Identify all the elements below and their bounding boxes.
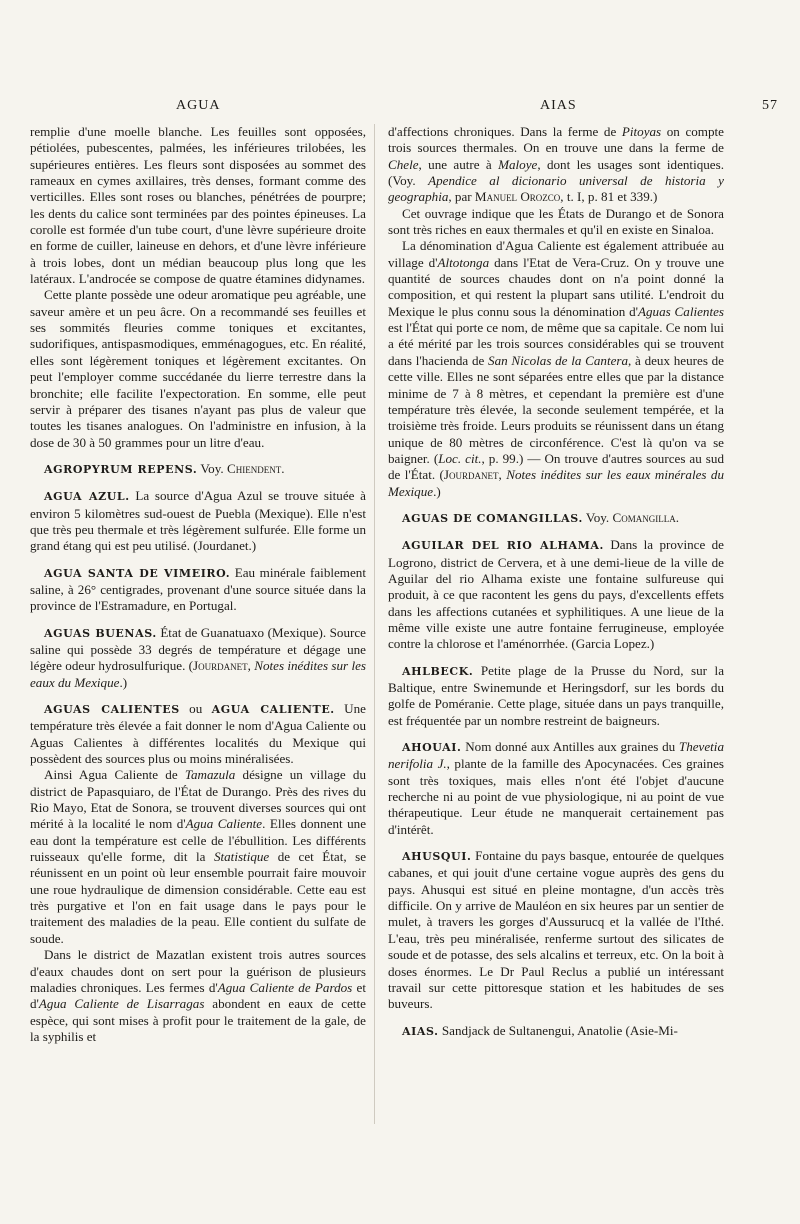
text-run: est l'État qui porte ce nom, de même que sa capitale. Ce nom lui a été mérité par les trois sources considérables qui se trouvent dans l'hacienda de: [388, 320, 724, 368]
continuation-paragraph: [388, 124, 724, 206]
paragraph-durango: Cet ouvrage indique que les États de Durango et de Sonora sont très riches en eaux thermales et qu'il en existe en Sinaloa.: [388, 205, 724, 238]
place-name: Chele: [388, 156, 419, 172]
entry-aguas-calientes: [30, 701, 366, 767]
text-run: .): [433, 483, 441, 499]
header-center-word: AIAS: [540, 98, 577, 113]
entry-text: , plante de la famille des Apocynacées. Ces graines sont très toxiques, mais elles n'ont été l'objet d'aucune recherche ni au point de vue physiologique, ni au point de vue thérapeutique. Leur étude ne manquerait certainement pas d'intérêt.: [388, 756, 724, 837]
page-number: 57: [762, 98, 778, 113]
continuation-paragraph: remplie d'une moelle blanche. Les feuilles sont opposées, pétiolées, pubescentes, palmées, les inférieures trilobées, les supérieures entières. Les fleurs sont disposées au sommet des rameaux en cymes axillaires, très denses, formant comme des verticilles. Elles sont roses ou blanches, pénétrées de pourpre; les dents du calice sont terminées par des pointes épineuses. La corolle est formée d'un tube court, d'une lèvre supérieure droite en forme de cuiller, laineuse en dehors, et d'une lèvre inférieure à trois lobes, dont un médian beaucoup plus long que les latéraux. L'androcée se compose de quatre étamines didynames.: [30, 124, 366, 287]
place-name: Aguas Calientes: [638, 303, 725, 319]
entry-text: ou: [189, 701, 203, 716]
cross-reference: Chiendent.: [226, 460, 285, 476]
work-title: Notes inédites sur les eaux minérales du Mexique: [388, 467, 725, 499]
entry-text: Petite plage de la Prusse du Nord, sur la Baltique, entre Swinemunde et Heringsdorf, sur les bords du golfe de Poméranie. Cette plage, située dans un pays tranquille, est fréquentée par un nombre restreint de baigneurs.: [388, 662, 725, 728]
text-run: dans l'Etat de Vera-Cruz. On y trouve une quantité de sources chaudes dont on n'a point donné la composition, et qui restent la plupart sans utilité. L'endroit du Mexique le plus connu sous la dénomination d': [388, 254, 725, 319]
place-name: Altotonga: [437, 254, 490, 270]
text-run: La dénomination d'Agua Caliente est également attribuée au village d': [388, 238, 724, 270]
entry-aias: [388, 1023, 724, 1040]
entry-ahouai: [388, 739, 724, 838]
paragraph-tamazula: [30, 767, 366, 947]
headword: AGUA AZUL.: [44, 490, 130, 504]
entry-agua-azul: [30, 488, 366, 554]
paragraph-properties: Cette plante possède une odeur aromatique peu agréable, une saveur amère et un peu âcre. On a recommandé ses feuilles et ses sommités fleuries comme toniques et excitantes, sudorifiques, antispasmodiques, emménagogues, etc. En réalité, elles sont légèrement toniques et légèrement excitantes. On peut l'employer comme succédanée du lierre terrestre dans la bronchite; elle facilite l'expectoration. En somme, elle peut servir à préparer des tisanes n'ayant pas plus de valeur que toutes les tisanes analogues. On l'administre en infusion, à la dose de 30 à 50 grammes pour un litre d'eau.: [30, 287, 366, 450]
entry-ahlbeck: [388, 663, 724, 729]
paragraph-denomination: [388, 238, 724, 500]
text-run: Dans le district de Mazatlan existent trois autres sources d'eaux chaudes dont on sert pour la guérison de plusieurs maladies chroniques. Les fermes d': [30, 947, 366, 995]
text-run: abondent en eaux de cette espèce, qui sont mises à profit pour le traitement de la gale, de la syphilis et: [30, 996, 366, 1044]
headword-variant: AGUA CALIENTE.: [211, 703, 335, 716]
headword: AGUILAR DEL RIO ALHAMA.: [402, 539, 604, 553]
headword: AHUSQUI.: [402, 850, 472, 864]
text-run: et d': [30, 979, 366, 1012]
work-title: Statistique: [213, 849, 270, 865]
citation: Loc. cit.: [438, 450, 482, 466]
entry-text: .): [119, 674, 128, 690]
text-run: , t. I, p. 81 et 339.): [560, 189, 658, 205]
work-title: Notes inédites sur les eaux du Mexique: [30, 658, 367, 690]
author-name: Jourdanet: [443, 467, 499, 483]
entry-text: Voy.: [585, 509, 610, 525]
work-title: Apendice al dicionario universal de historia y geographia: [388, 173, 724, 205]
entry-text: État de Guanatuaxo (Mexique). Source saline qui possède 33 degrés de température et dégage une légère odeur hydrosulfurique. (: [30, 624, 366, 674]
paragraph-mazatlan: [30, 947, 366, 1045]
entry-text: Sandjack de Sultanengui, Anatolie (Asie-Mi-: [441, 1022, 678, 1038]
text-run: d'affections chroniques. Dans la ferme de: [388, 124, 622, 139]
right-column: [388, 124, 724, 1040]
headword: AHLBECK.: [402, 664, 474, 678]
place-name: Pitoyas: [621, 124, 662, 139]
entry-agua-santa: [30, 565, 366, 615]
place-name: Agua Caliente de Lisarragas: [38, 996, 205, 1012]
headword: AGUAS CALIENTES: [44, 703, 180, 716]
header-left-word: AGUA: [176, 98, 221, 113]
cross-reference: Comangilla.: [612, 509, 679, 525]
entry-text: Dans la province de Logrono, district de Cervera, et à une demi-lieue de la ville de Aguilar del rio Alhama existe une fontaine sulfureuse qui produit, à ce que racontent les gens du pays, d'excellents effets dans les affections cutanées et syphilitiques. A une lieue de la même ville existe une autre fontaine ferrugineuse, employée contre la chlorose et l'aménorrhée. (Garcia Lopez.): [388, 537, 724, 652]
author-name: Jourdanet: [193, 658, 248, 674]
running-head: [28, 98, 778, 114]
entry-aguas-buenas: [30, 625, 366, 691]
headword: AGROPYRUM REPENS.: [44, 462, 198, 476]
text-run: on compte trois sources thermales. On en trouve une dans la ferme de: [388, 124, 724, 156]
text-run: , par: [448, 189, 475, 205]
entry-aguilar: [388, 537, 724, 652]
entry-text: La source d'Agua Azul se trouve située à environ 5 kilomètres sud-ouest de Puebla (Mexique). Elle n'est que très peu thermale et très légèrement sulfurée. Elle forme un grand étang qui est peu utilisé. (Jourdanet.): [30, 488, 366, 554]
headword: AGUAS DE COMANGILLAS.: [402, 511, 583, 525]
entry-comangillas: [388, 510, 724, 527]
entry-text: Voy.: [200, 460, 224, 476]
entry-text: Eau minérale faiblement saline, à 26° centigrades, provenant d'une source située dans la province de l'Estramadure, en Portugal.: [30, 564, 366, 614]
author-name: Manuel Orozco: [474, 189, 561, 205]
entry-text: Fontaine du pays basque, entourée de quelques cabanes, et qui jouit d'une certaine vogue auprès des gens du pays. Ahusqui est situé en pleine montagne, d'un accès très difficile. On y arrive de Mauléon en six heures par un sentier de mulet, à travers les gorges d'Aussurucq et la vallée de l'Ithé. L'eau, très peu minéralisée, renferme surtout des silicates de soude et de potasse, des sels alcalins et terreux, etc. On la boit à doses énormes. Le Dr Paul Reclus a publié un intéressant travail sur cette pittoresque station et les habitudes de ses buveurs.: [388, 848, 725, 1012]
entry-text: Une température très élevée a fait donner le nom d'Agua Caliente ou Aguas Calientes à différentes localités du Mexique qui possèdent des sources plus ou moins minéralisées.: [30, 701, 366, 767]
text-run: ,: [498, 467, 507, 483]
place-name: San Nicolas de la Cantera: [488, 352, 629, 368]
headword: AHOUAI.: [402, 741, 462, 755]
headword: AGUA SANTA DE VIMEIRO.: [44, 566, 231, 580]
column-divider: [374, 124, 375, 1124]
text-run: , à deux heures de cette ville. Elles ne sont séparées entre elles que par la distance minime de 7 à 8 mètres, et cependant la première est d'une température très élevée, la seconde seulement tempérée, et la troisième très froide. Leurs produits se réunissent dans un étang unique de 80 mètres de circonférence. C'est là qu'on va se baigner. (: [388, 352, 724, 466]
text-run: , p. 99.) — On trouve d'autres sources au sud de l'État. (: [388, 450, 724, 483]
left-column: [30, 124, 366, 1045]
headword: AGUAS BUENAS.: [44, 626, 157, 640]
entry-ahusqui: [388, 848, 724, 1012]
text-run: de cet État, se réunissent en un point où leur ensemble pourrait faire mouvoir une roue hydraulique de dimension considérable. Cette eau est très purgative et l'on en fait usage dans le pays pour le traitement des maladies de la peau. Elle contient du sulfate de soude.: [30, 849, 367, 946]
text-run: désigne un village du district de Papasquiaro, de l'État de Durango. Près des rives du Rio Mayo, Etat de Sonora, se trouvent diverses sources qui ont mérité à la localité le nom d': [30, 767, 366, 832]
text-run: , une autre à: [418, 156, 499, 172]
text-run: , dont les usages sont identiques. (Voy.: [388, 156, 724, 189]
entry-text: Nom donné aux Antilles aux graines du: [465, 739, 679, 755]
entry-agropyrum: [30, 461, 366, 478]
headword: AIAS.: [402, 1024, 439, 1038]
entry-text: ,: [247, 658, 255, 674]
place-name: Agua Caliente: [185, 816, 263, 832]
species-name: Thevetia nerifolia J.: [388, 739, 724, 772]
text-run: . Elles donnent une eau dont la température est celle de l'ébullition. Les différents ruisseaux qu'elle forme, dit la: [30, 816, 367, 865]
place-name: Agua Caliente de Pardos: [217, 979, 353, 995]
text-run: Ainsi Agua Caliente de: [44, 767, 185, 783]
place-name: Maloye: [498, 156, 538, 172]
place-name: Tamazula: [184, 767, 236, 783]
